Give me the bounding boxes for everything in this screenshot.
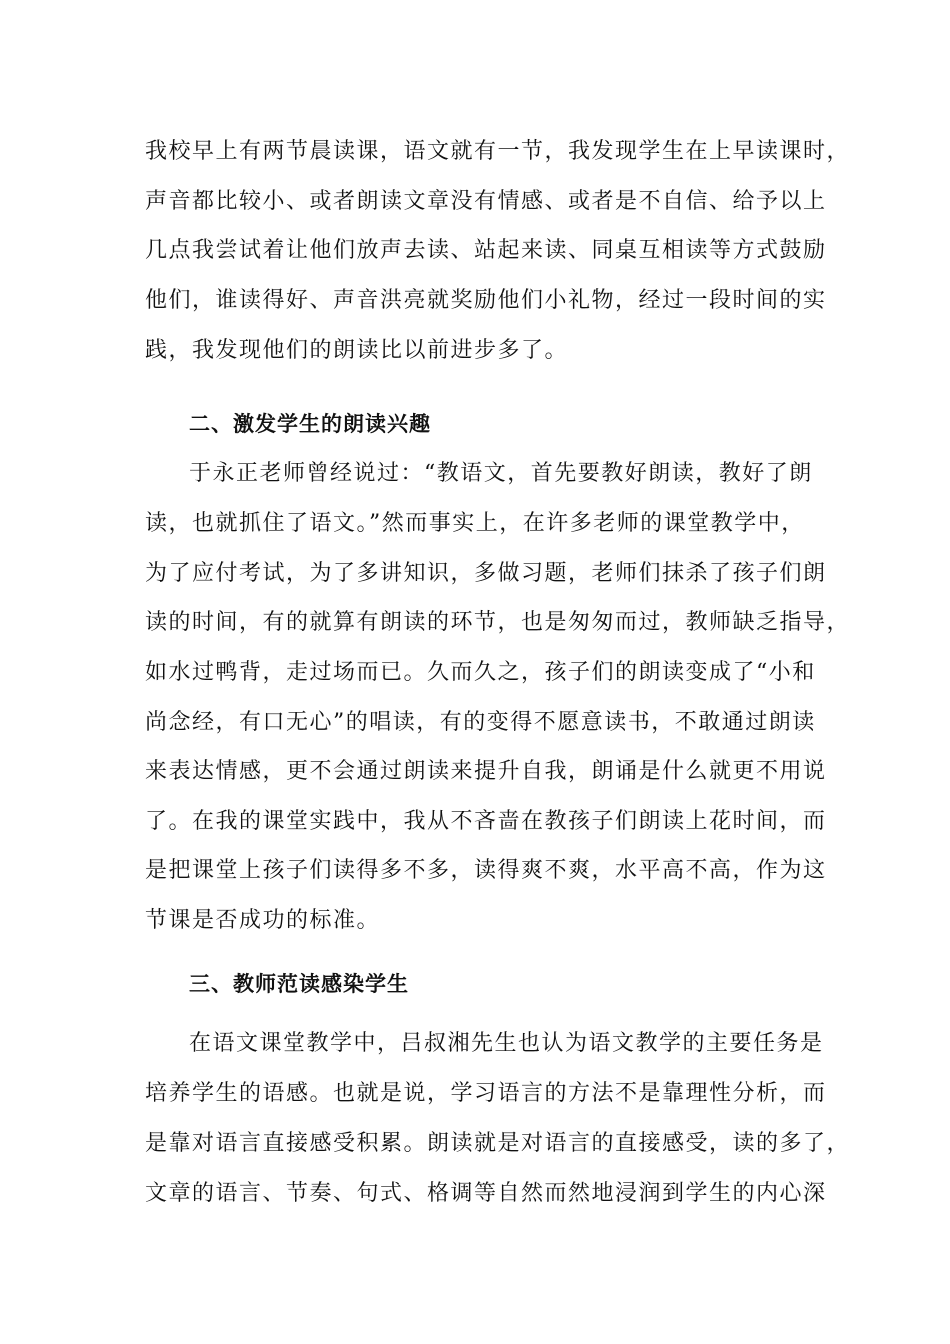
paragraph-2-line-6: 尚念经，有口无心”的唱读，有的变得不愿意读书，不敢通过朗读 (145, 710, 816, 735)
paragraph-3-line-2: 培养学生的语感。也就是说，学习语言的方法不是靠理性分析，而 (145, 1081, 827, 1106)
paragraph-1-line-3: 几点我尝试着让他们放声去读、站起来读、同桌互相读等方式鼓励 (145, 238, 827, 263)
paragraph-3-line-1: 在语文课堂教学中，吕叔湘先生也认为语文教学的主要任务是 (189, 1031, 824, 1056)
paragraph-2-line-7: 来表达情感，更不会通过朗读来提升自我，朗诵是什么就更不用说 (145, 759, 827, 784)
paragraph-2-line-3: 为了应付考试，为了多讲知识，多做习题，老师们抹杀了孩子们朗 (145, 561, 827, 586)
paragraph-2-line-10: 节课是否成功的标准。 (145, 908, 381, 933)
paragraph-3-line-3: 是靠对语言直接感受积累。朗读就是对语言的直接感受，读的多了， (145, 1131, 851, 1156)
paragraph-2-line-9: 是把课堂上孩子们读得多不多，读得爽不爽，水平高不高，作为这 (145, 858, 827, 883)
paragraph-2-line-4: 读的时间，有的就算有朗读的环节，也是匆匆而过，教师缺乏指导， (145, 610, 851, 635)
section-heading-3: 三、教师范读感染学生 (189, 972, 409, 996)
paragraph-2-line-8: 了。在我的课堂实践中，我从不吝啬在教孩子们朗读上花时间，而 (145, 809, 827, 834)
section-heading-2: 二、激发学生的朗读兴趣 (189, 412, 431, 436)
paragraph-3-line-4: 文章的语言、节奏、句式、格调等自然而然地浸润到学生的内心深 (145, 1181, 827, 1206)
paragraph-1-line-5: 践，我发现他们的朗读比以前进步多了。 (145, 338, 569, 363)
paragraph-2-line-5: 如水过鸭背，走过场而已。久而久之，孩子们的朗读变成了“小和 (145, 660, 816, 685)
paragraph-1-line-2: 声音都比较小、或者朗读文章没有情感、或者是不自信、给予以上 (145, 189, 827, 214)
paragraph-2-line-1: 于永正老师曾经说过：“教语文，首先要教好朗读，教好了朗 (189, 461, 813, 486)
paragraph-2-line-2: 读，也就抓住了语文。”然而事实上，在许多老师的课堂教学中， (145, 511, 805, 536)
paragraph-1-line-1: 我校早上有两节晨读课，语文就有一节，我发现学生在上早读课时， (145, 139, 851, 164)
paragraph-1-line-4: 他们，谁读得好、声音洪亮就奖励他们小礼物，经过一段时间的实 (145, 288, 827, 313)
